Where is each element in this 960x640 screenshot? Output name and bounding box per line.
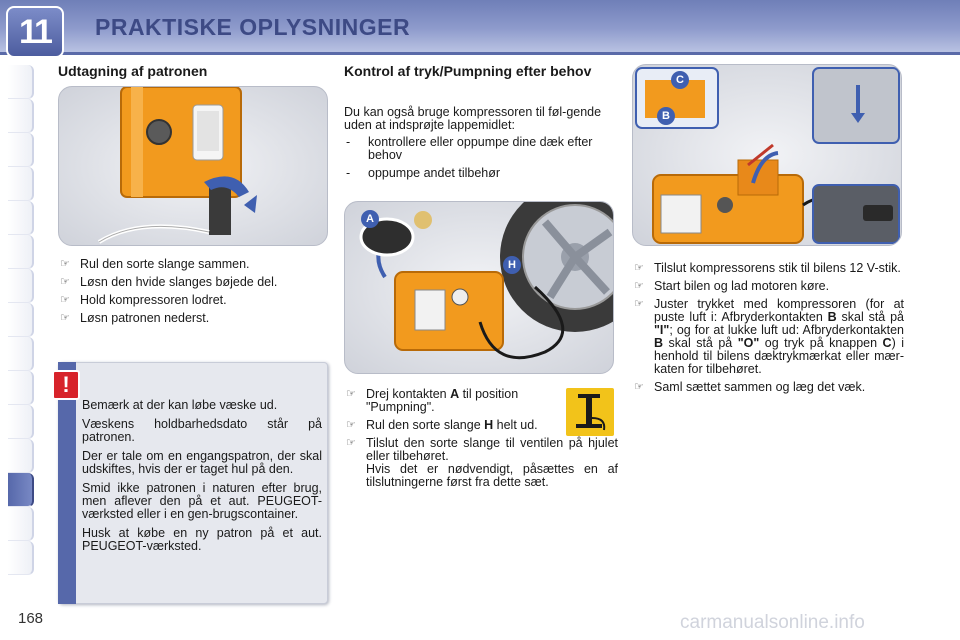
tyre-pump-icon <box>566 388 614 436</box>
watermark-url: carmanualsonline.info <box>680 612 865 633</box>
list-item: ☞ Tilslut kompressorens stik til bilens 12 V-stik. <box>634 261 901 275</box>
compressor-wheel-drawing <box>345 202 614 374</box>
warning-paragraph: Husk at købe en ny patron på et aut. PEUGEOT-værksted. <box>82 526 322 553</box>
list-item: ☞ Juster trykket med kompressoren (for at puste luft i: Afbryderkontakten B skal stå på "I"; og for at lukke luft ud: Afbryderkontakten B skal stå på "O" og tryk på knappen C) i henhold til bilens dæktrykmærkat eller mær-katen for tilbehøret. <box>634 297 905 376</box>
chapter-tab[interactable] <box>8 507 34 541</box>
section-heading-cartridge: Udtagning af patronen <box>58 63 208 79</box>
cartridge-drawing <box>59 87 328 246</box>
list-item: ☞ Rul den sorte slange sammen. <box>60 257 250 271</box>
chapter-tab[interactable] <box>8 303 34 337</box>
pressure-uses <box>344 136 616 185</box>
pointing-hand-icon: ☞ <box>346 437 356 449</box>
list-item: ☞ Rul den sorte slange H helt ud. <box>346 418 538 432</box>
pointing-hand-icon: ☞ <box>60 276 70 288</box>
chapter-tab[interactable] <box>8 337 34 371</box>
label-b-badge: B <box>657 107 675 125</box>
list-item: ☞ Start bilen og lad motoren køre. <box>634 279 830 293</box>
list-item: ☞ Løsn den hvide slanges bøjede del. <box>60 275 278 289</box>
chapter-tab[interactable] <box>8 541 34 575</box>
compressor-connection-illustration <box>632 64 902 246</box>
warning-paragraph: Bemærk at der kan løbe væske ud. <box>82 398 278 412</box>
inflation-steps <box>632 262 904 399</box>
pointing-hand-icon: ☞ <box>60 258 70 270</box>
chapter-tab[interactable] <box>8 133 34 167</box>
chapter-tab[interactable] <box>8 439 34 473</box>
header-divider <box>0 52 960 55</box>
pointing-hand-icon: ☞ <box>634 381 644 393</box>
label-c-badge: C <box>671 71 689 89</box>
pointing-hand-icon: ☞ <box>634 280 644 292</box>
label-a-badge: A <box>361 210 379 228</box>
pointing-hand-icon: ☞ <box>60 294 70 306</box>
list-item: ☞ Drej kontakten A til position "Pumpning". <box>346 387 519 414</box>
label-h-badge: H <box>503 256 521 274</box>
cartridge-illustration <box>58 86 328 246</box>
chapter-tab[interactable] <box>8 99 34 133</box>
pointing-hand-icon: ☞ <box>60 312 70 324</box>
chapter-tab[interactable] <box>8 405 34 439</box>
warning-icon: ! <box>52 370 80 400</box>
list-item: ☞ Saml sættet sammen og læg det væk. <box>634 380 866 394</box>
list-item: - kontrollere eller oppumpe dine dæk efter behov <box>346 135 593 162</box>
chapter-tab[interactable] <box>8 371 34 405</box>
chapter-tab[interactable] <box>8 269 34 303</box>
list-item: - oppumpe andet tilbehør <box>346 166 501 180</box>
compressor-wheel-illustration <box>344 201 614 374</box>
chapter-badge: 11 <box>6 6 64 58</box>
compressor-connection-drawing <box>633 65 902 246</box>
list-item: ☞ Hold kompressoren lodret. <box>60 293 227 307</box>
chapter-tab[interactable] <box>8 235 34 269</box>
list-item: ☞ Løsn patronen nederst. <box>60 311 210 325</box>
section-heading-pressure: Kontrol af tryk/Pumpning efter behov <box>344 63 592 79</box>
cartridge-steps <box>58 258 330 330</box>
chapter-tab[interactable] <box>8 167 34 201</box>
pointing-hand-icon: ☞ <box>346 388 356 400</box>
pointing-hand-icon: ☞ <box>634 262 644 274</box>
list-item: ☞ Tilslut den sorte slange til ventilen på hjulet eller tilbehøret. Hvis det er nødvendigt, påsættes en af tilslutningerne først fra dette sæt. <box>346 436 618 489</box>
pointing-hand-icon: ☞ <box>346 419 356 431</box>
warning-paragraph: Væskens holdbarhedsdato står på patronen. <box>82 417 322 444</box>
chapter-tabs <box>8 65 34 575</box>
warning-paragraph: Smid ikke patronen i naturen efter brug, men aflever den på et aut. PEUGEOT-værksted eller i en gen-brugscontainer. <box>82 481 322 521</box>
page-number: 168 <box>18 610 44 627</box>
chapter-tab-active[interactable] <box>8 473 34 507</box>
warning-paragraph: Der er tale om en engangspatron, der skal udskiftes, hvis der er taget hul på den. <box>82 449 322 476</box>
pressure-intro: Du kan også bruge kompressoren til føl-gende uden at indsprøjte lappemidlet: <box>344 105 602 132</box>
page-title: PRAKTISKE OPLYSNINGER <box>95 14 411 40</box>
warning-text <box>82 399 322 559</box>
chapter-tab[interactable] <box>8 201 34 235</box>
pointing-hand-icon: ☞ <box>634 298 644 310</box>
chapter-tab[interactable] <box>8 65 34 99</box>
